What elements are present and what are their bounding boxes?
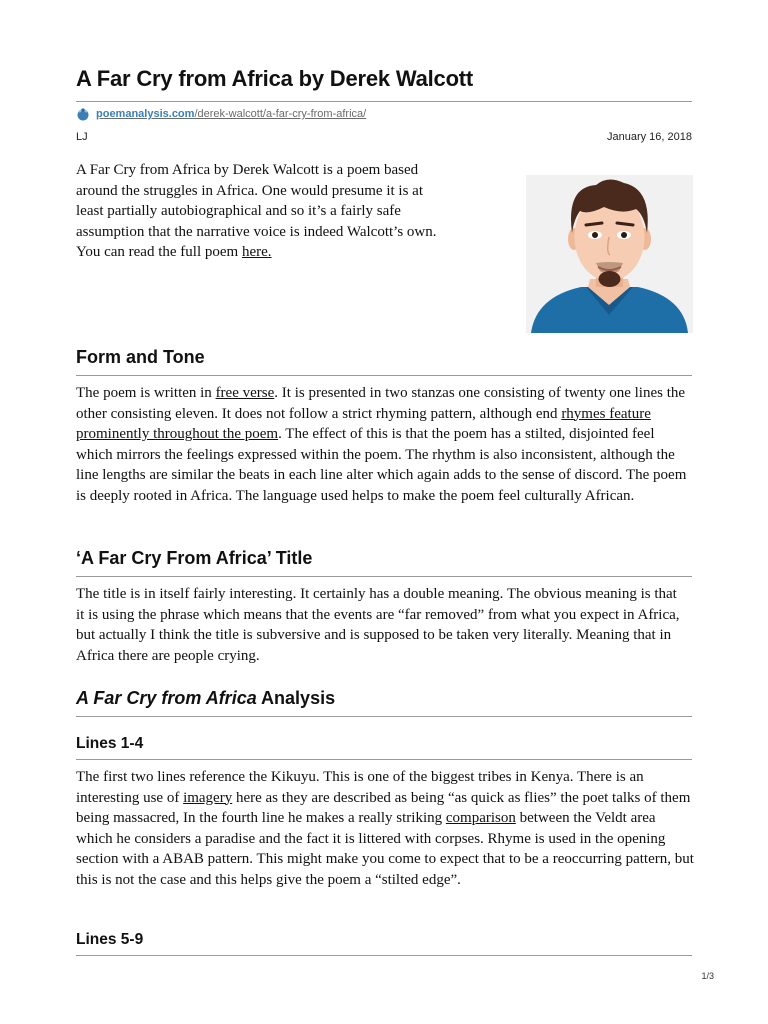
source-link[interactable]: poemanalysis.com/derek-walcott/a-far-cry-from-africa/ [96,108,367,120]
intro-line: least partially autobiographical and so it’s a fairly safe [76,203,401,220]
poemanalysis-logo-icon [76,107,90,121]
publish-date: January 16, 2018 [606,131,692,143]
author-avatar [526,175,693,333]
form-tone-paragraph: The poem is written in free verse. It is presented in two stanzas one consisting of twenty one lines the other consisting eleven. It does not follow a strict rhyming pattern, although end rhymes feature prominently throughout the poem. The effect of this is that the poem has a stilted, disjointed feel which mirrors the feelings expressed within the poem. The rhythm is also inconsistent, although the line lengths are similar the beats in each line alter which again adds to the sense of discord. The poem is deeply rooted in Africa. The language used helps to make the poem feel culturally African. [76,385,687,504]
page-number: 1/3 [701,971,714,981]
section-heading-form-tone: Form and Tone [76,347,205,367]
imagery-link[interactable]: imagery [183,789,233,806]
comparison-link[interactable]: comparison [445,810,516,827]
section-divider [76,576,692,577]
author-name: LJ [76,131,88,143]
subsection-divider [76,759,692,760]
source-url [76,107,366,121]
subsection-heading-lines-1-4: Lines 1-4 [76,735,144,752]
rhymes-link[interactable]: rhymes feature prominently throughout the poem [76,405,651,443]
lines-1-4-paragraph: The first two lines reference the Kikuyu. This is one of the biggest tribes in Kenya. There is an interesting use of imagery here as they are described as being “as quick as flies” the poet talks of them being massacred, In the fourth line he makes a really striking comparison between the Veldt area which he considers a paradise and the fact it is littered with corpses. Rhyme is used in the opening section with a ABAB pattern. This might make you come to expect that to be a reoccurring pattern, but this is not the case and this helps give the poem a “stilted edge”. [76,769,694,888]
intro-line: You can read the full poem [76,244,242,261]
subsection-divider [76,955,692,956]
section-heading-analysis: A Far Cry from Africa Analysis [76,688,336,708]
intro-line: around the struggles in Africa. One would presume it is at [76,182,424,199]
intro-paragraph [76,160,516,263]
intro-line: A Far Cry from Africa by Derek Walcott is a poem based [76,162,419,178]
page-title: A Far Cry from Africa by Derek Walcott [76,66,474,91]
avatar-illustration [526,175,693,333]
section-divider [76,375,692,376]
subsection-heading-lines-5-9: Lines 5-9 [76,931,144,948]
intro-line: assumption that the narrative voice is indeed Walcott’s own. [76,223,437,240]
free-verse-link[interactable]: free verse [215,385,275,401]
title-paragraph: The title is in itself fairly interesting. It certainly has a double meaning. The obvious meaning is that it is using the phrase which means that the events are “far removed” from what you expect in Africa, but actually I think the title is subversive and is supposed to be taken very literally. Meaning that in Africa there are people crying. [76,586,680,664]
title-divider [76,101,692,102]
read-poem-link[interactable]: here. [241,244,272,261]
section-divider [76,716,692,717]
section-heading-title: ‘A Far Cry From Africa’ Title [76,548,313,568]
